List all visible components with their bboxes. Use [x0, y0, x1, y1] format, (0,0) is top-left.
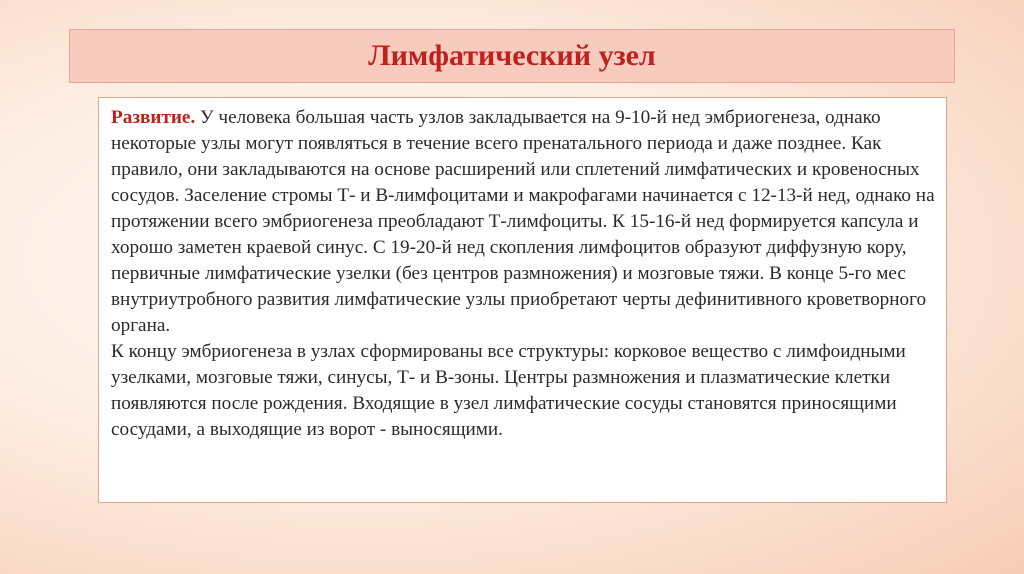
paragraph1-text: У человека большая часть узлов закладывается на 9-10-й нед эмбриогенеза, однако некоторые узлы могут появляться в течение всего пренатального периода и даже позднее. Как правило, они закладываются на основе расширений или сплетений лимфатических и кровеносных сосудов. Заселение стромы Т- и В-лимфоцитами и макрофагами начинается с 12-13-й нед, однако на протяжении всего эмбриогенеза преобладают Т-лимфоциты. К 15-16-й нед формируется капсула и хорошо заметен краевой синус. С 19-20-й нед скопления лимфоцитов образуют диффузную кору, первичные лимфатические узелки (без центров размножения) и мозговые тяжи. В конце 5-го мес внутриутробного развития лимфатические узлы приобретают черты дефинитивного кроветворного органа. [111, 107, 935, 336]
content-box [98, 97, 947, 503]
paragraph-development [111, 105, 938, 339]
lead-label: Развитие. [111, 107, 196, 128]
slide-title-box [69, 29, 955, 83]
paragraph-end-of-embryogenesis: К концу эмбриогенеза в узлах сформированы все структуры: корковое вещество с лимфоидными узелками, мозговые тяжи, синусы, Т- и В-зоны. Центры размножения и плазматические клетки появляются после рождения. Входящие в узел лимфатические сосуды становятся приносящими сосудами, а выходящие из ворот - выносящими. [111, 341, 906, 440]
slide-title: Лимфатический узел [368, 39, 656, 72]
